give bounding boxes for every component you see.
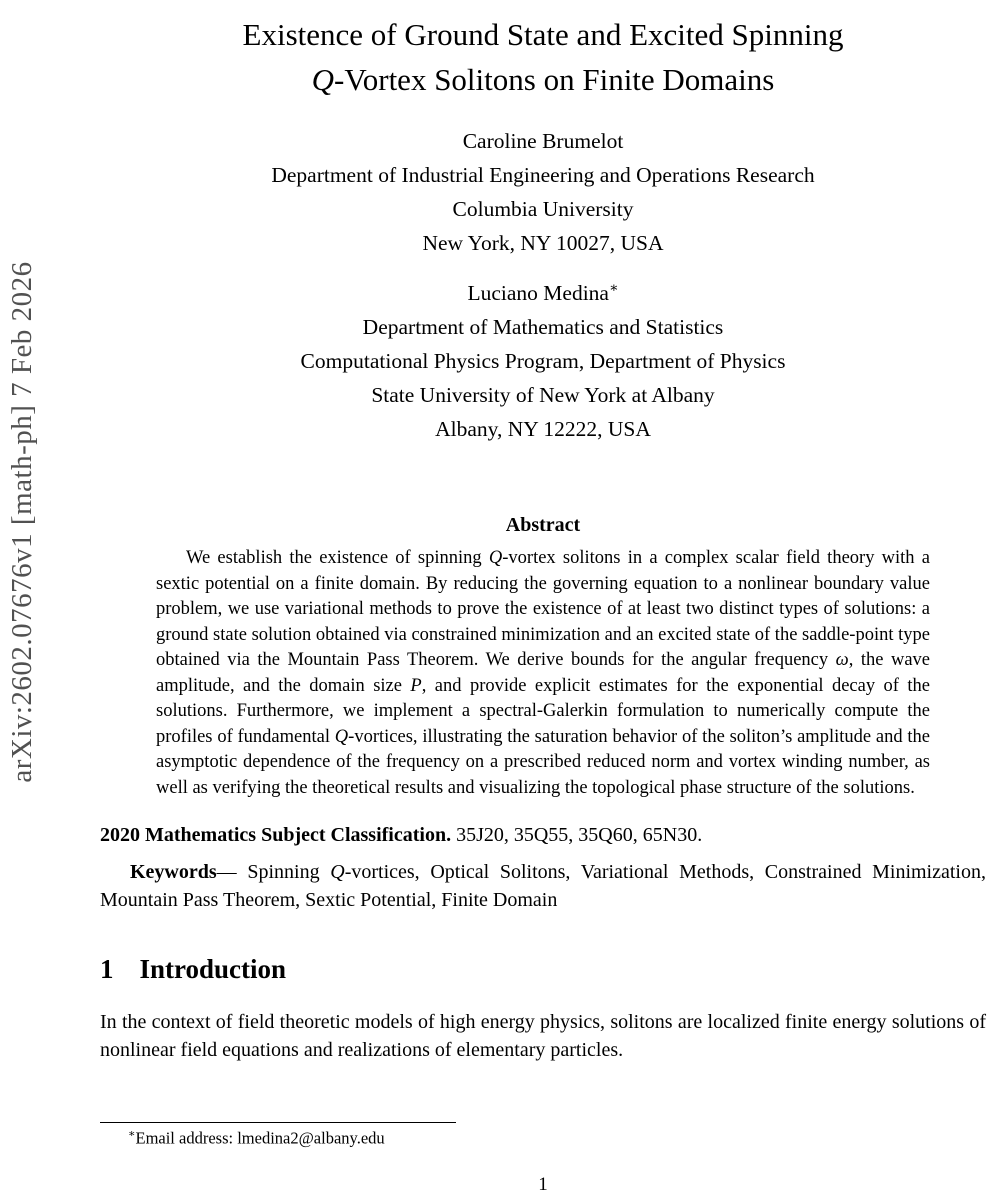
section-1-title: Introduction xyxy=(139,954,287,985)
author-2-name-text: Luciano Medina xyxy=(467,281,609,306)
section-1-heading xyxy=(100,954,986,985)
author-2-affiliation-2: Computational Physics Program, Department of Physics xyxy=(300,349,786,374)
intro-paragraph: In the context of field theoretic models of high energy physics, solitons are localized finite energy solutions of nonlinear field equations and realizations of elementary particles. xyxy=(100,1011,986,1061)
author-2-affiliation-4: Albany, NY 12222, USA xyxy=(435,417,651,442)
author-1-affiliation-2: Columbia University xyxy=(452,197,634,221)
author-2-name xyxy=(100,272,986,310)
author-2-affiliation-1: Department of Mathematics and Statistics xyxy=(362,315,724,340)
abstract-heading: Abstract xyxy=(505,514,581,537)
author-block-2 xyxy=(100,272,986,446)
arxiv-watermark: arXiv:2602.07676v1 [math-ph] 7 Feb 2026 xyxy=(6,261,38,783)
page-number: 1 xyxy=(538,1174,548,1195)
author-block-1 xyxy=(100,124,986,260)
author-1-affiliation-3: New York, NY 10027, USA xyxy=(422,231,664,255)
abstract-body: We establish the existence of spinning Q-vortex solitons in a complex scalar field theory with a sextic potential on a finite domain. By reducing the governing equation to a nonlinear boundary value problem, we use variational methods to prove the existence of at least two distinct types of solutions: a ground state solution obtained via constrained minimization and an excited state of the saddle-point type obtained via the Mountain Pass Theorem. We derive bounds for the angular frequency ω, the wave amplitude, and the domain size P, and provide explicit estimates for the exponential decay of the solutions. Furthermore, we implement a spectral-Galerkin formulation to numerically compute the profiles of fundamental Q-vortices, illustrating the saturation behavior of the soliton’s amplitude and the asymptotic dependence of the frequency on a prescribed reduced norm and vortex winding number, as well as verifying the theoretical results and visualizing the topological phase structure of the solutions. xyxy=(156,548,931,798)
author-2-affiliation-3: State University of New York at Albany xyxy=(371,383,715,408)
author-2-footnote-marker: ∗ xyxy=(608,281,619,296)
paper-title xyxy=(100,12,986,102)
footnote-rule xyxy=(100,1122,456,1123)
footnote-text xyxy=(100,1127,986,1149)
author-1-affiliation-1: Department of Industrial Engineering and Operations Research xyxy=(271,163,815,187)
footnote-email: Email address: lmedina2@albany.edu xyxy=(135,1128,385,1148)
paper-page xyxy=(100,0,986,1064)
paper-title-line2: Q-Vortex Solitons on Finite Domains xyxy=(311,62,775,97)
author-1-name xyxy=(100,124,986,158)
paper-title-line1: Existence of Ground State and Excited Spinning xyxy=(242,17,844,52)
footnote-marker: ∗ xyxy=(128,1128,136,1140)
author-1-name-text: Caroline Brumelot xyxy=(462,129,624,153)
keywords-line: Keywords— Spinning Q-vortices, Optical Solitons, Variational Methods, Constrained Minimization, Mountain Pass Theorem, Sextic Potential, Finite Domain xyxy=(100,861,986,912)
section-1-number: 1 xyxy=(100,954,114,985)
footnote-block xyxy=(100,1122,986,1149)
msc-line: 2020 Mathematics Subject Classification. 35J20, 35Q55, 35Q60, 65N30. xyxy=(100,824,703,847)
